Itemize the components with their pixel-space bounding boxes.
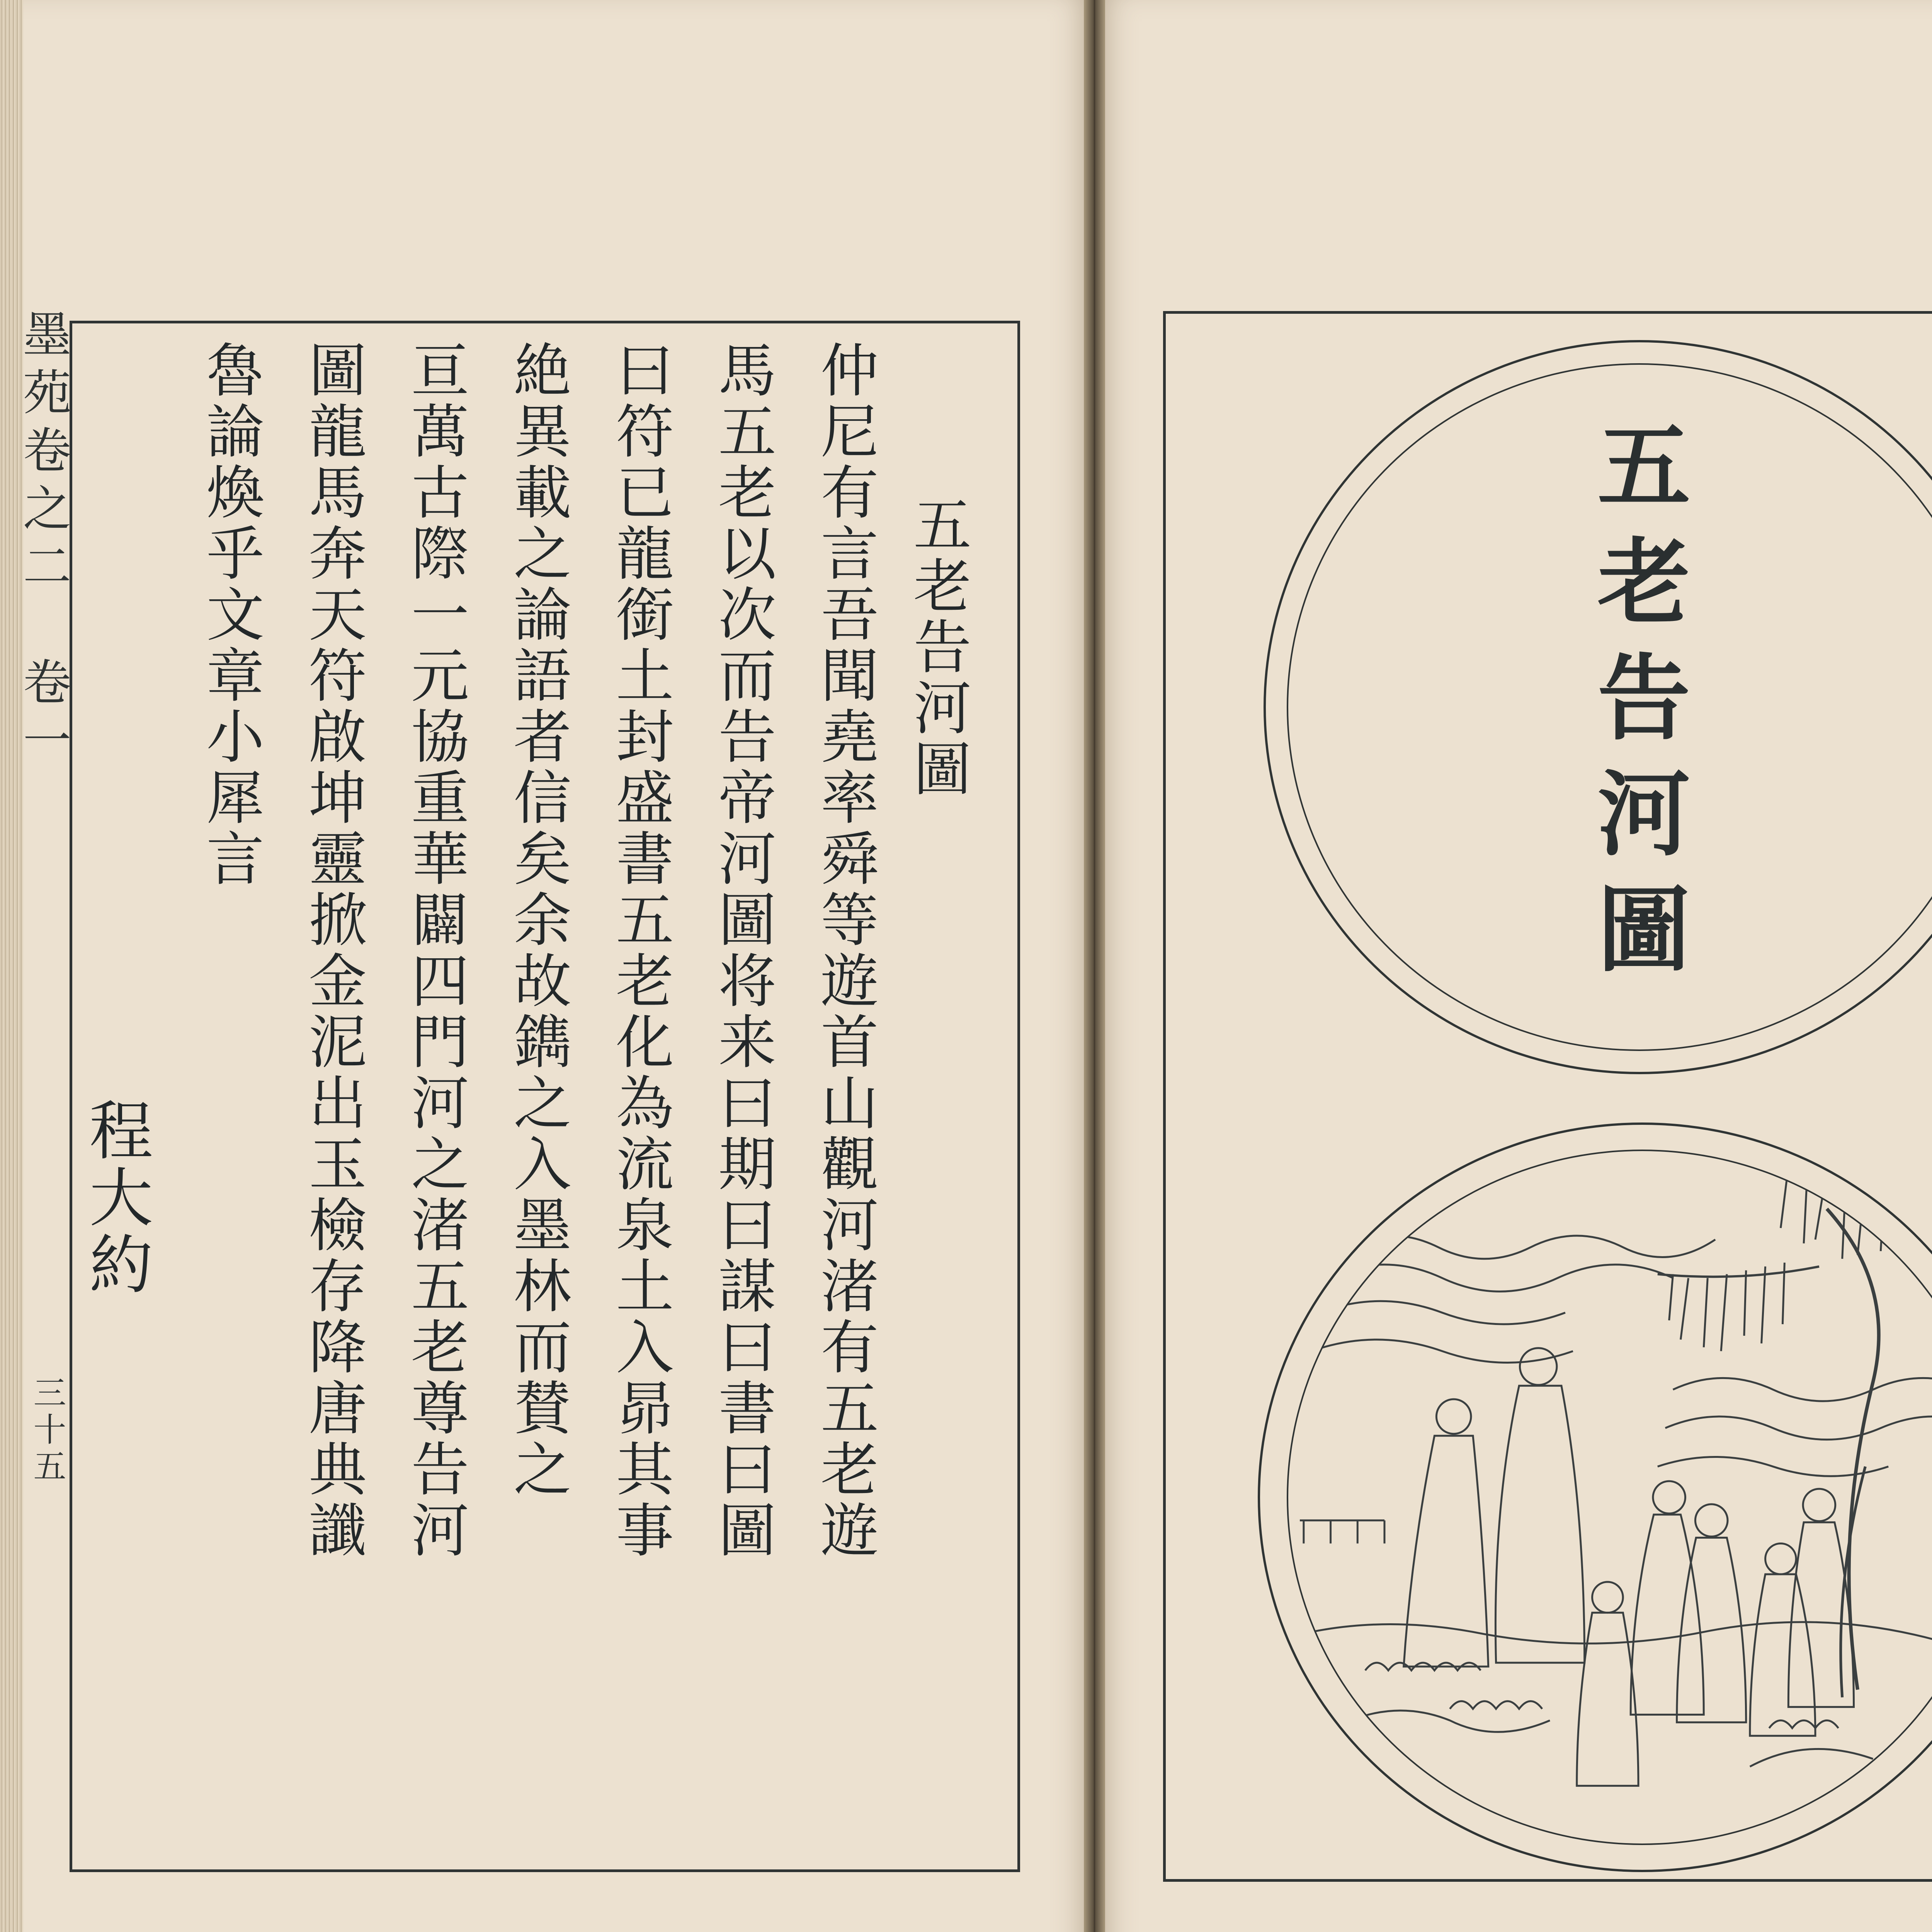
text-column-2: 馬五老以次而告帝河圖将来曰期曰謀曰書曰圖 <box>708 340 776 1561</box>
text-column-7: 魯論煥乎文章小犀言 <box>196 340 264 889</box>
text-column-6: 圖龍馬奔天符啟坤靈掀金泥出玉檢存降唐典讖 <box>299 340 366 1561</box>
book-gutter <box>1084 0 1105 1932</box>
five-elders-illustration <box>1288 1151 1932 1844</box>
illustration-medallion <box>1287 1150 1932 1845</box>
left-side-label: 墨苑卷之二 卷一 <box>15 309 71 773</box>
text-column-1: 仲尼有言吾聞堯率舜等遊首山觀河渚有五老遊 <box>811 340 878 1561</box>
text-title: 五老告河圖 <box>903 495 971 800</box>
text-column-4: 絶異載之論語者信矣余故鐫之入墨林而賛之 <box>503 340 571 1500</box>
text-column-3: 曰符已龍銜土封盛書五老化為流泉土入昴其事 <box>606 340 673 1561</box>
medallion-title: 五老告河圖 <box>1582 417 1691 997</box>
page-number: 三十五 <box>28 1376 66 1486</box>
author-name: 程大約 <box>79 1097 153 1298</box>
text-column-5: 亘萬古際一元協重華闢四門河之渚五老尊告河 <box>401 340 468 1561</box>
